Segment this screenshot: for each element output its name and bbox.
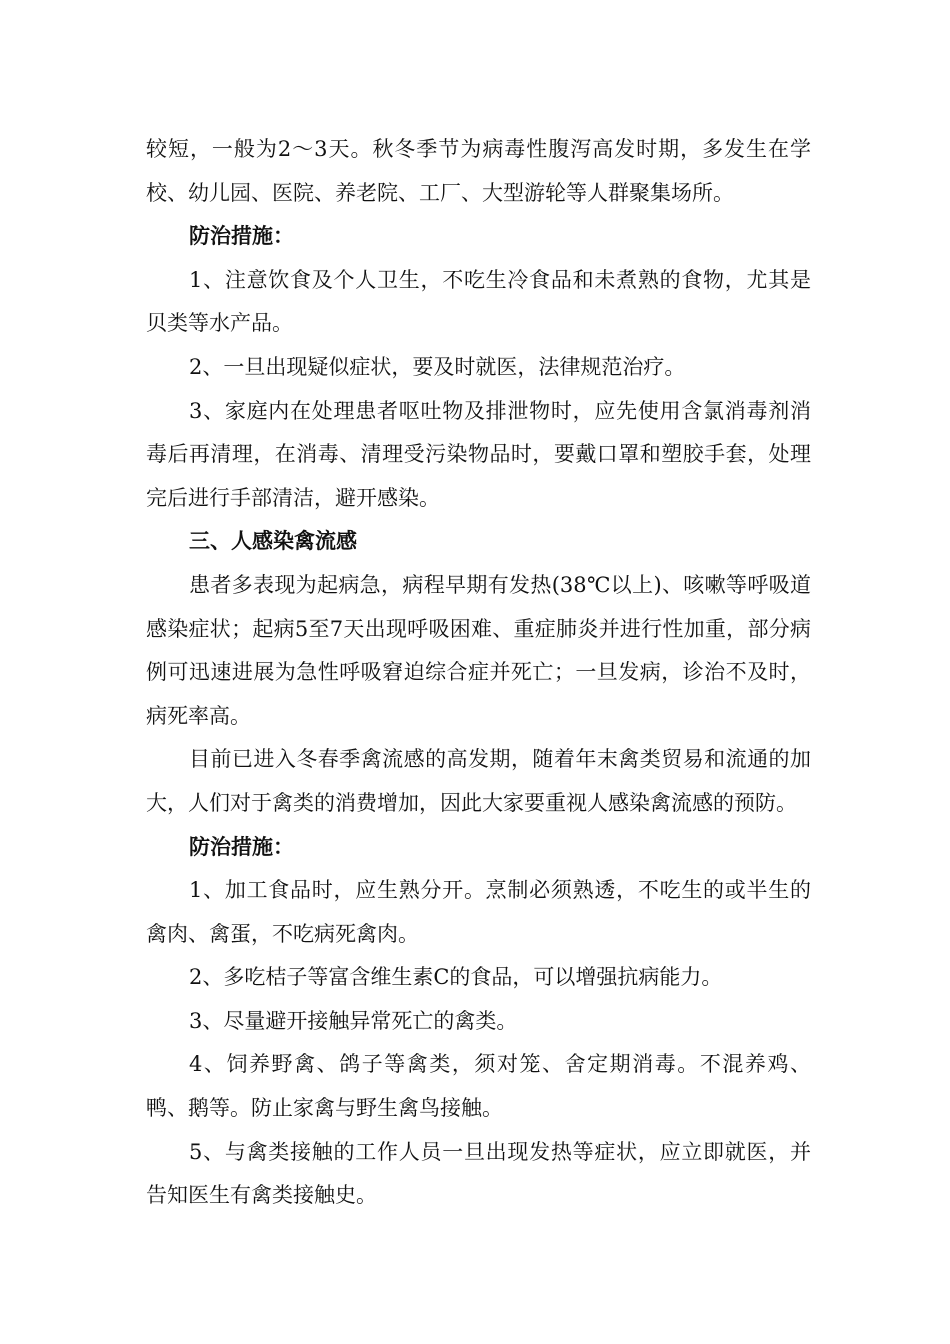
list-item: 5、与禽类接触的工作人员一旦出现发热等症状，应立即就医，并告知医生有禽类接触史。 xyxy=(146,1139,811,1208)
section-heading-prevention: 防治措施： xyxy=(189,834,294,859)
list-item: 2、多吃桔子等富含维生素C的食品，可以增强抗病能力。 xyxy=(189,965,723,990)
list-item: 1、加工食品时，应生熟分开。烹制必须熟透，不吃生的或半生的禽肉、禽蛋，不吃病死禽肉。 xyxy=(146,878,811,946)
document-body xyxy=(146,128,811,1218)
paragraph-symptoms: 患者多表现为起病急，病程早期有发热(38℃以上)、咳嗽等呼吸道感染症状；起病5至7天出现呼吸困难、重症肺炎并进行性加重，部分病例可迅速进展为急性呼吸窘迫综合症并死亡；一旦发病，诊治不及时，病死率高。 xyxy=(146,572,811,728)
section-heading-prevention: 防治措施： xyxy=(189,224,294,249)
list-item: 3、尽量避开接触异常死亡的禽类。 xyxy=(189,1008,518,1033)
list-item: 2、一旦出现疑似症状，要及时就医，法律规范治疗。 xyxy=(189,354,686,379)
section-heading-avian-flu: 三、人感染禽流感 xyxy=(189,529,357,554)
list-item: 4、饲养野禽、鸽子等禽类，须对笼、舍定期消毒。不混养鸡、鸭、鹅等。防止家禽与野生禽鸟接触。 xyxy=(146,1052,811,1121)
list-item: 1、注意饮食及个人卫生，不吃生冷食品和未煮熟的食物，尤其是贝类等水产品。 xyxy=(146,267,811,336)
paragraph-diarrhea-intro: 较短，一般为2～3天。秋冬季节为病毒性腹泻高发时期，多发生在学校、幼儿园、医院、养老院、工厂、大型游轮等人群聚集场所。 xyxy=(146,137,811,205)
list-item: 3、家庭内在处理患者呕吐物及排泄物时，应先使用含氯消毒剂消毒后再清理，在消毒、清理受污染物品时，要戴口罩和塑胶手套，处理完后进行手部清洁，避开感染。 xyxy=(146,398,811,510)
paragraph-season: 目前已进入冬春季禽流感的高发期，随着年末禽类贸易和流通的加大，人们对于禽类的消费增加，因此大家要重视人感染禽流感的预防。 xyxy=(146,747,811,815)
